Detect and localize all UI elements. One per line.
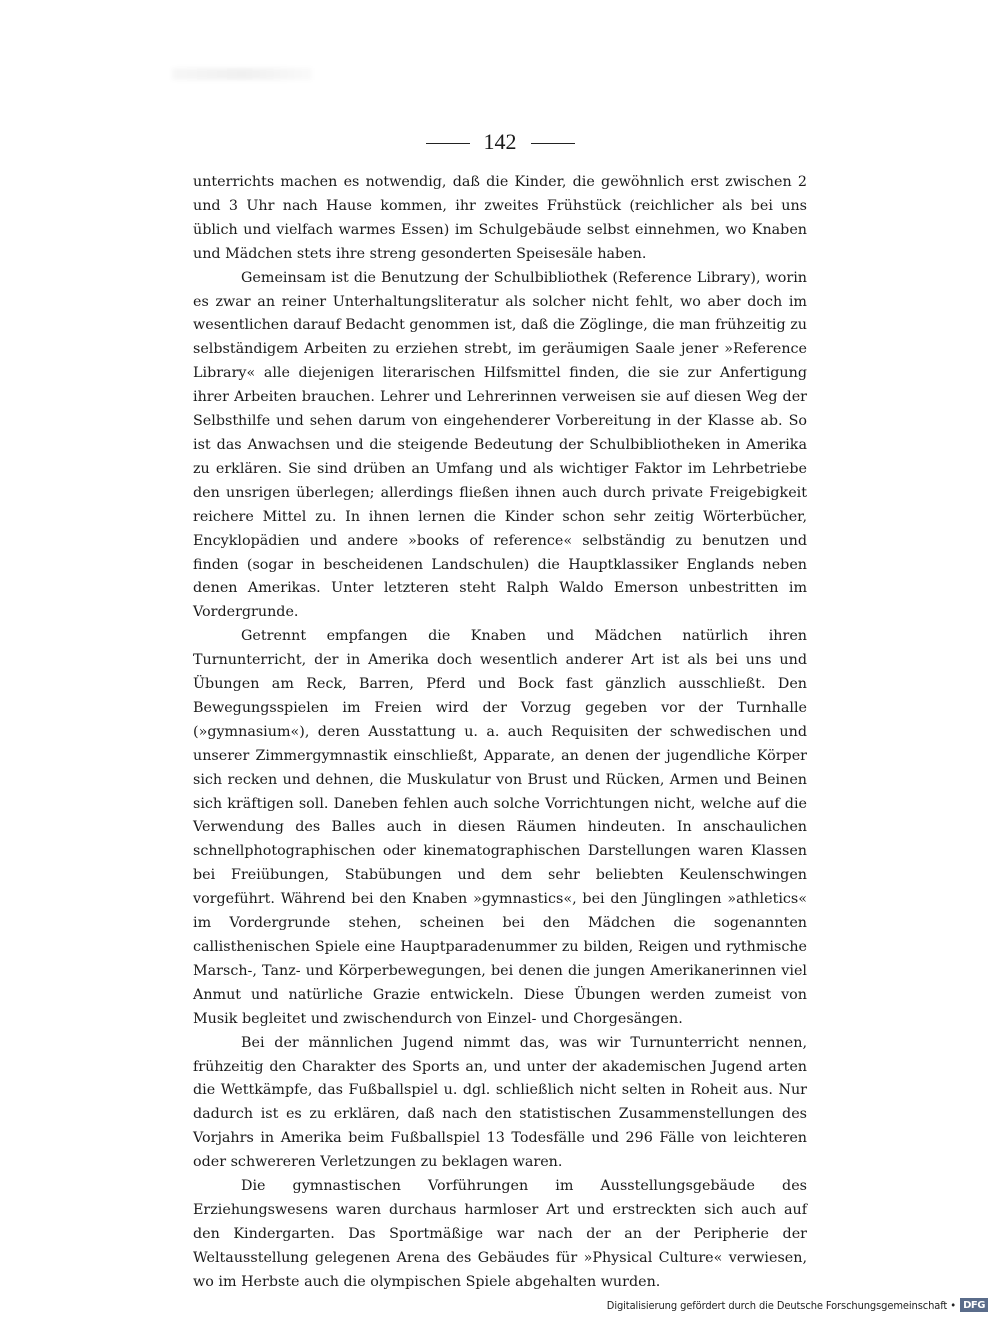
paragraph-2: Gemeinsam ist die Benutzung der Schulbibliothek (Reference Library), worin es zwar an reiner Unterhaltungsliteratur als solcher nicht fehlt, wo aber doch im wesentlichen darauf Bedacht genommen ist, daß die Zöglinge, die man frühzeitig zu selbständigem Arbeiten zu erziehen strebt, im geräumigen Saale jener »Reference Library« alle diejenigen literarischen Hilfsmittel finden, die sie zur Anfertigung ihrer Arbeiten brauchen. Lehrer und Lehrerinnen verweisen sie auf diesen Weg der Selbsthilfe und sehen darum von eingehenderer Vorbereitung in der Klasse ab. So ist das Anwachsen und die steigende Bedeutung der Schulbibliotheken in Amerika zu erklären. Sie sind drüben an Umfang und als wichtiger Faktor im Lehrbetriebe den unsrigen überlegen; allerdings fließen ihnen auch durch private Freigebigkeit reichere Mittel zu. In ihnen lernen die Kinder schon sehr zeitig Wörterbücher, Encyklopädien und andere »books of reference« selbständig zu benutzen und finden (sogar in bescheidenen Landschulen) die Hauptklassiker Englands neben denen Amerikas. Unter letzteren steht Ralph Waldo Emerson unbestritten im Vordergrunde.: [193, 269, 807, 621]
page-header: [0, 128, 1000, 156]
digitization-credit: [607, 1295, 988, 1315]
page-number: 142: [483, 129, 517, 154]
paragraph-4: Bei der männlichen Jugend nimmt das, was wir Turnunterricht nennen, frühzeitig den Charakter des Sports an, und unter der akademischen Jugend arten die Wettkämpfe, das Fußballspiel u. dgl. schließlich nicht selten in Roheit aus. Nur dadurch ist es zu erklären, daß nach den statistischen Zusammenstellungen des Vorjahrs in Amerika beim Fußballspiel 13 Todesfälle und 296 Fälle von leichteren oder schwereren Verletzungen zu beklagen waren.: [193, 1034, 807, 1171]
dfg-logo-icon: DFG: [960, 1298, 988, 1312]
credit-text: Digitalisierung gefördert durch die Deutsche Forschungsgemeinschaft •: [606, 1298, 956, 1312]
paragraph-1: unterrichts machen es notwendig, daß die Kinder, die gewöhnlich erst zwischen 2 und 3 Uhr nach Hause kommen, ihr zweites Frühstück (reichlicher als bei uns üblich und vielfach warmes Essen) im Schulgebäude selbst einnehmen, wo Knaben und Mädchen stets ihre streng gesonderten Speisesäle haben.: [193, 174, 807, 262]
left-rule: [426, 143, 470, 144]
paragraph-3: Getrennt empfangen die Knaben und Mädchen natürlich ihren Turnunterricht, der in Amerika doch wesentlich anderer Art ist als bei uns und Übungen am Reck, Barren, Pferd und Bock fast gänzlich ausschließt. Den Bewegungsspielen im Freien wird der Vorzug gegeben vor der Turnhalle (»gymnasium«), deren Ausstattung u. a. auch Requisiten der schwedischen und unserer Zimmergymnastik einschließt, Apparate, an denen der jugendliche Körper sich recken und dehnen, die Muskulatur von Brust und Rücken, Armen und Beinen sich kräftigen soll. Daneben fehlen auch solche Vorrichtungen nicht, welche auf die Verwendung des Balles auch in diesen Räumen hindeuten. In anschaulichen schnellphotographischen oder kinematographischen Darstellungen waren Klassen bei Freiübungen, Stabübungen und dem sehr beliebten Keulenschwingen vorgeführt. Während bei den Knaben »gymnastics«, bei den Jünglingen »athletics« im Vordergrunde stehen, scheinen bei den Mädchen die sogenannten callisthenischen Spiele eine Hauptparadenummer zu bilden, Reigen und rythmische Marsch-, Tanz- und Körperbewegungen, bei denen die jungen Amerikanerinnen viel Anmut und natürliche Grazie entwickeln. Diese Übungen werden zumeist von Musik begleitet und zwischendurch von Einzel- und Chorgesängen.: [193, 628, 807, 1027]
scan-smudge: [172, 68, 312, 80]
right-rule: [531, 143, 575, 144]
paragraph-5: Die gymnastischen Vorführungen im Ausstellungsgebäude des Erziehungswesens waren durchaus harmloser Art und erstreckten sich auch auf den Kindergarten. Das Sportmäßige war nach der an der Peripherie der Weltausstellung gelegenen Arena des Gebäudes für »Physical Culture« verwiesen, wo im Herbste auch die olympischen Spiele abgehalten wurden.: [193, 1178, 807, 1290]
body-text: [193, 171, 807, 1295]
